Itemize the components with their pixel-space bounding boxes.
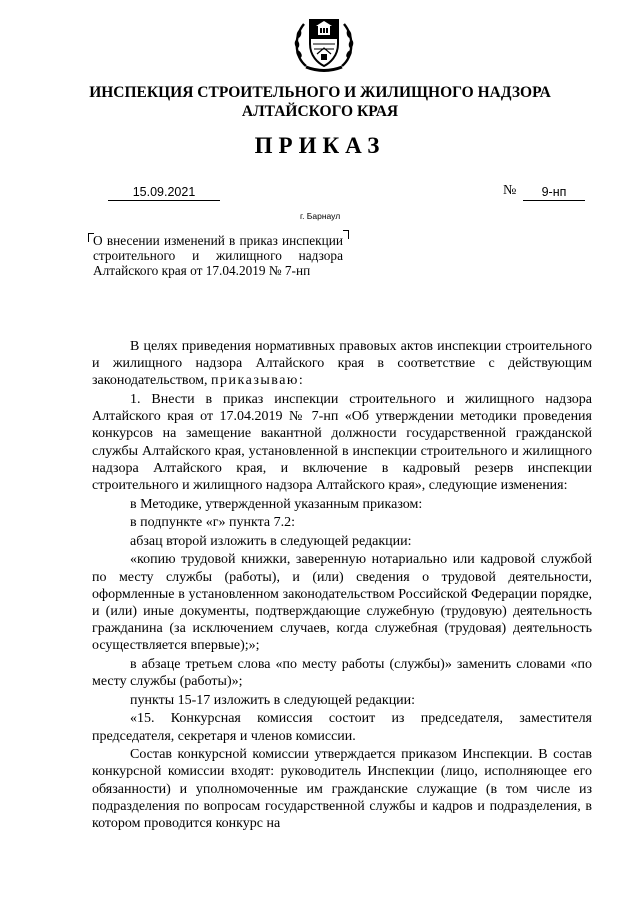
paragraph-items-15-17: пункты 15-17 изложить в следующей редакции: [130,692,416,708]
document-type: ПРИКАЗ [254,133,386,158]
paragraph-quote-documents: «копию трудовой книжки, заверенную нотариально или кадровой службой по месту службы (работы), и (или) сведения о трудовой деятельности, оформленные в установленном законодательством Российской Федерации порядке, и (или) иные документы, подтверждающие служебную (трудовую) деятельность гражданина (за исключением случаев, когда служебная (трудовая) деятельность осуществляется впервые);»; [92,552,592,654]
paragraph-item-15: «15. Конкурсная комиссия состоит из председателя, заместителя председателя, секретаря и членов комиссии. [92,711,592,744]
paragraph-subitem-g: в подпункте «г» пункта 7.2: [130,515,295,531]
city-label: г. Барнаул [300,211,341,221]
paragraph-commission-composition: Состав конкурсной комиссии утверждается приказом Инспекции. В состав конкурсной комиссии входят: руководитель Инспекции (лицо, исполняющее его обязанности) и уполномоченные им гражданские служащие (в том числе из подразделения по вопросам государственной службы и кадров и подразделения, в котором проводится конкурс на [92,747,592,831]
paragraph-third-abzac: в абзаце третьем слова «по месту работы (службы)» заменить словами «по месту службы (работы)»; [92,657,592,690]
document-date: 15.09.2021 [108,184,220,201]
number-sign: № [503,183,517,198]
preamble-colon: : [298,373,303,389]
preamble-order-word: приказываю [211,373,299,389]
document-subject: О внесении изменений в приказ инспекции строительного и жилищного надзора Алтайского края от 17.04.2019 № 7-нп [93,233,343,278]
organization-name-line1: ИНСПЕКЦИЯ СТРОИТЕЛЬНОГО И ЖИЛИЩНОГО НАДЗОРА [89,84,551,101]
organization-name-line2: АЛТАЙСКОГО КРАЯ [241,103,399,120]
preamble-text: В целях приведения нормативных правовых актов инспекции строительного и жилищного надзора Алтайского края в соответствие с действующим законодательством, [92,339,592,389]
paragraph-preamble [92,338,592,390]
paragraph-second-abzac: абзац второй изложить в следующей редакции: [130,533,412,549]
subject-bracket-right [343,230,349,239]
coat-of-arms-icon [292,12,356,74]
paragraph-methodology: в Методике, утвержденной указанным приказом: [130,496,423,512]
document-number: 9-нп [523,184,585,201]
document-body [92,338,592,832]
paragraph-item-1: 1. Внести в приказ инспекции строительного и жилищного надзора Алтайского края от 17.04.2019 № 7-нп «Об утверждении методики проведения конкурсов на замещение вакантной должности государственной гражданской службы Алтайского края, установленной в инспекции строительного и жилищного надзора Алтайского края, и включение в кадровый резерв инспекции строительного и жилищного надзора Алтайского края», следующие изменения: [92,392,592,494]
